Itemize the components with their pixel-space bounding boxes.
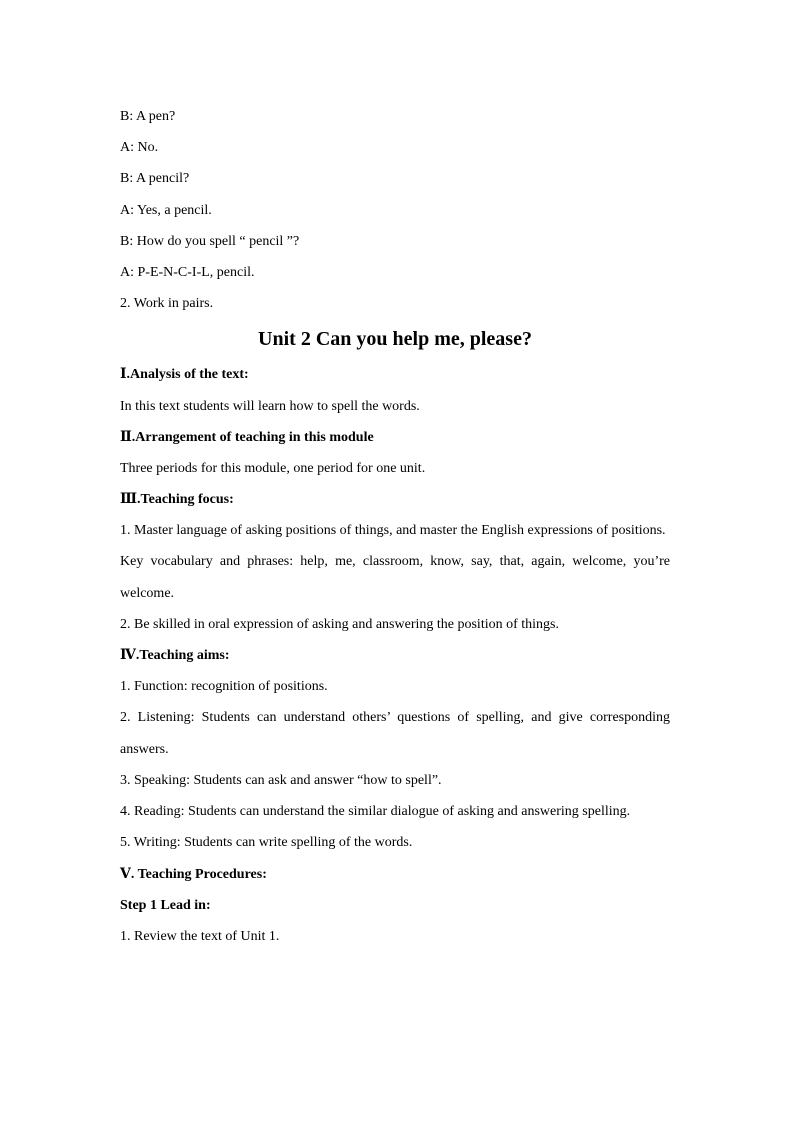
arrangement-heading: Ⅱ.Arrangement of teaching in this module xyxy=(120,429,374,445)
procedures-heading: Ⅴ. Teaching Procedures: xyxy=(120,866,267,882)
unit-title: Unit 2 Can you help me, please? xyxy=(258,328,532,351)
aims-item: 2. Listening: Students can understand others’ questions of spelling, and give corresponding answers. xyxy=(120,710,670,757)
focus-heading: Ⅲ.Teaching focus: xyxy=(120,492,234,508)
dialogue-line: B: A pencil? xyxy=(120,171,190,187)
step1-item: 1. Review the text of Unit 1. xyxy=(120,928,280,944)
instruction-line: 2. Work in pairs. xyxy=(120,296,214,312)
dialogue-line: B: A pen? xyxy=(120,109,176,124)
focus-item: 2. Be skilled in oral expression of asking and answering the position of things. xyxy=(120,616,559,632)
dialogue-line: A: No. xyxy=(120,140,159,156)
dialogue-line: A: P-E-N-C-I-L, pencil. xyxy=(120,264,255,280)
aims-item: 3. Speaking: Students can ask and answer “how to spell”. xyxy=(120,772,442,788)
aims-item: 4. Reading: Students can understand the similar dialogue of asking and answering spelling. xyxy=(120,804,631,820)
analysis-text: In this text students will learn how to spell the words. xyxy=(120,398,420,414)
arrangement-text: Three periods for this module, one period for one unit. xyxy=(120,460,426,476)
document-page xyxy=(120,101,670,952)
dialogue-line: B: How do you spell “ pencil ”? xyxy=(120,233,300,249)
aims-item: 1. Function: recognition of positions. xyxy=(120,679,328,695)
step1-heading: Step 1 Lead in: xyxy=(120,897,211,913)
focus-item: Key vocabulary and phrases: help, me, classroom, know, say, that, again, welcome, you’re welcome. xyxy=(120,554,670,601)
dialogue-line: A: Yes, a pencil. xyxy=(120,202,212,218)
aims-heading: Ⅳ.Teaching aims: xyxy=(120,648,230,664)
aims-item: 5. Writing: Students can write spelling of the words. xyxy=(120,835,413,851)
analysis-heading: Ⅰ.Analysis of the text: xyxy=(120,367,249,383)
focus-item: 1. Master language of asking positions of things, and master the English expressions of positions. xyxy=(120,523,666,539)
